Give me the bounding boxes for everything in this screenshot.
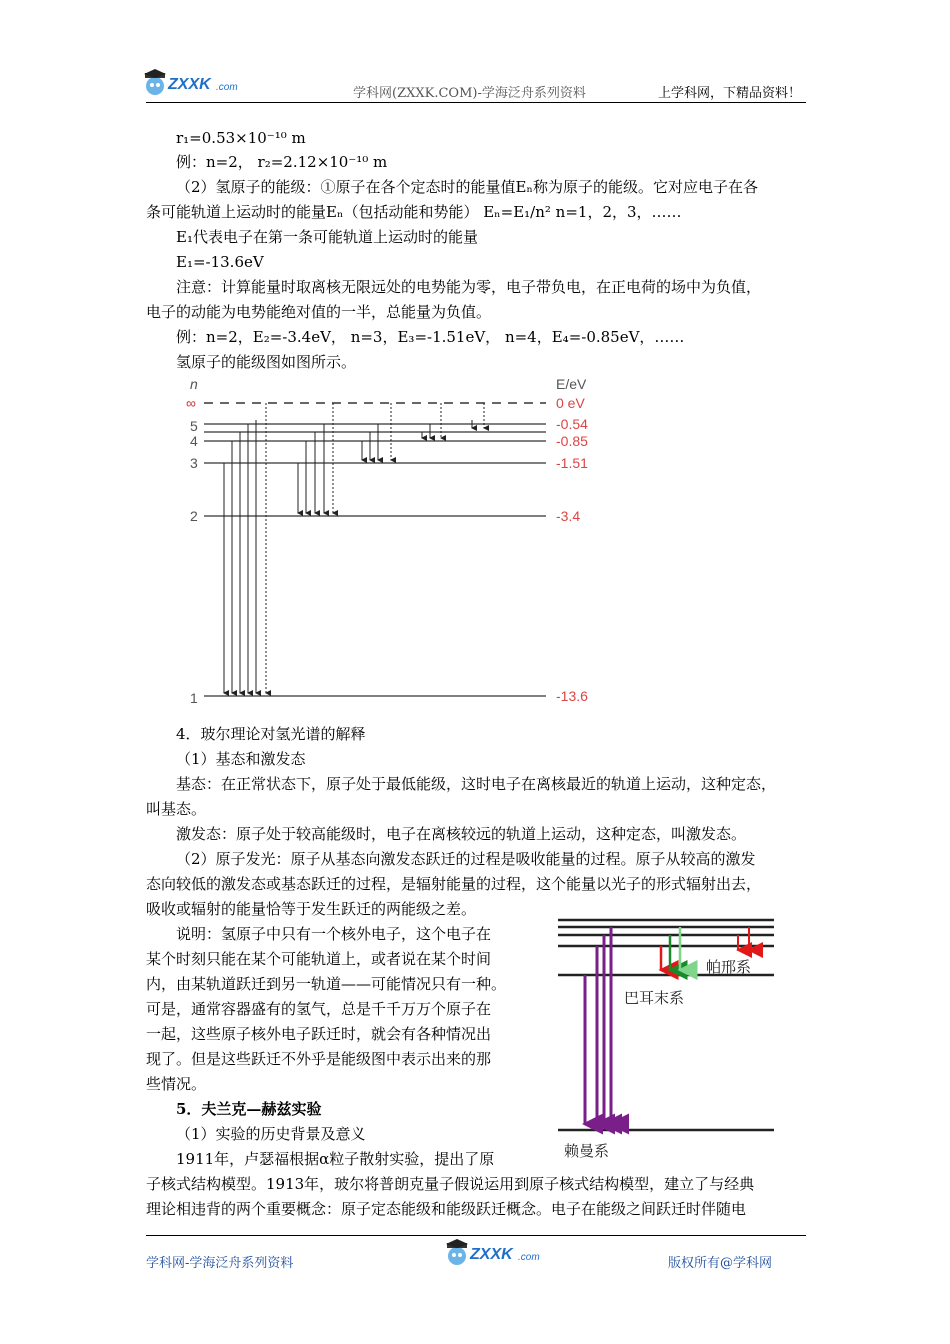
level-energy-label: 0 eV <box>556 395 585 411</box>
level-n-label: 4 <box>190 433 198 449</box>
lyman-transitions <box>224 403 266 693</box>
text-line: 注意：计算能量时取离核无限远处的电势能为零，电子带负电，在正电荷的场中为负值， <box>176 278 762 296</box>
text-line: r₁=0.53×10⁻¹⁰ m <box>176 129 306 147</box>
text-line: （2）原子发光：原子从基态向激发态跃迁的过程是吸收能量的过程。原子从较高的激发 <box>176 850 756 868</box>
header-center: 学科网(ZXXK.COM)-学海泛舟系列资料 <box>353 86 586 101</box>
level-energy-label: -0.54 <box>556 416 588 432</box>
text-line: E₁=-13.6eV <box>176 253 264 271</box>
level-n-label: 5 <box>190 418 198 434</box>
note-line: 些情况。 <box>146 1075 207 1093</box>
text-line: （2）氢原子的能级：①原子在各个定态时的能量值Eₙ称为原子的能级。它对应电子在各 <box>176 178 758 196</box>
level-n-label: 2 <box>190 508 198 524</box>
spectral-series-diagram <box>556 912 818 1170</box>
logo-text: ZXXK <box>168 76 211 93</box>
text-line: 1911年，卢瑟福根据α粒子散射实验，提出了原 <box>176 1150 495 1168</box>
balmer-transitions <box>298 403 333 513</box>
text-line: 叫基态。 <box>146 800 207 818</box>
balmer-label: 巴耳末系 <box>624 989 685 1007</box>
text-line: 例：n=2， r₂=2.12×10⁻¹⁰ m <box>176 153 388 171</box>
header-rule <box>146 102 806 103</box>
text-line: 吸收或辐射的能量恰等于发生跃迁的两能级之差。 <box>146 900 477 918</box>
n-axis-label: n <box>190 376 198 392</box>
text-line: 理论相违背的两个重要概念：原子定态能级和能级跃迁概念。电子在能级之间跃迁时伴随电 <box>146 1200 747 1218</box>
logo-com: .com <box>216 82 238 93</box>
e-axis-label: E/eV <box>556 376 587 392</box>
logo-text: ZXXK <box>470 1246 513 1263</box>
paschen-label: 帕邢系 <box>706 958 752 976</box>
section5-title: 5．夫兰克—赫兹实验 <box>176 1100 322 1118</box>
level-n-label: 3 <box>190 455 198 471</box>
footer-right: 版权所有@学科网 <box>668 1256 773 1271</box>
level-n-label: 1 <box>190 690 198 706</box>
level-energy-label: -1.51 <box>556 455 588 471</box>
level-energy-label: -13.6 <box>556 688 588 704</box>
text-line: 氢原子的能级图如图所示。 <box>176 353 357 371</box>
level-n-label: ∞ <box>186 395 196 411</box>
text-line: 子核式结构模型。1913年，玻尔将普朗克量子假说运用到原子核式结构模型，建立了与经典 <box>146 1175 755 1193</box>
level-energy-label: -3.4 <box>556 508 581 524</box>
text-line: 电子的动能为电势能绝对值的一半，总能量为负值。 <box>146 303 492 321</box>
section5-sub1: （1）实验的历史背景及意义 <box>176 1125 366 1143</box>
level-energy-label: -0.85 <box>556 433 588 449</box>
mascot-icon <box>442 1238 472 1268</box>
section4-sub1: （1）基态和激发态 <box>176 750 306 768</box>
note-line: 一起，这些原子核外电子跃迁时，就会有各种情况出 <box>146 1025 492 1043</box>
brackett-transitions <box>422 403 441 438</box>
note-line: 现了。但是这些跃迁不外乎是能级图中表示出来的那 <box>146 1050 492 1068</box>
note-line: 某个时刻只能在某个可能轨道上，或者说在某个时间 <box>146 950 492 968</box>
text-line: E₁代表电子在第一条可能轨道上运动时的能量 <box>176 228 478 246</box>
lyman-label: 赖曼系 <box>564 1142 610 1160</box>
mascot-icon <box>140 68 170 98</box>
text-line: 例：n=2，E₂=-3.4eV， n=3，E₃=-1.51eV， n=4，E₄=-0.85eV，…… <box>176 328 685 346</box>
header-right: 上学科网，下精品资料！ <box>658 86 802 101</box>
note-line: 说明：氢原子中只有一个核外电子，这个电子在 <box>176 925 492 943</box>
note-line: 内，由某轨道跃迁到另一轨道——可能情况只有一种。 <box>146 975 507 993</box>
footer-left: 学科网-学海泛舟系列资料 <box>146 1256 294 1271</box>
header-logo <box>140 66 250 100</box>
footer-logo <box>442 1236 552 1270</box>
energy-level-diagram <box>176 373 606 713</box>
series-levels <box>558 920 774 1130</box>
text-line: 激发态：原子处于较高能级时，电子在离核较远的轨道上运动，这种定态，叫激发态。 <box>176 825 747 843</box>
text-line: 态向较低的激发态或基态跃迁的过程，是辐射能量的过程，这个能量以光子的形式辐射出去， <box>146 875 762 893</box>
section4-title: 4．玻尔理论对氢光谱的解释 <box>176 725 366 743</box>
lyman-arrows <box>585 927 611 1124</box>
note-line: 可是，通常容器盛有的氢气，总是千千万万个原子在 <box>146 1000 492 1018</box>
text-line: 条可能轨道上运动时的能量Eₙ（包括动能和势能） Eₙ=E₁/n² n=1，2，3，…… <box>146 203 682 221</box>
text-line: 基态：在正常状态下，原子处于最低能级，这时电子在离核最近的轨道上运动，这种定态， <box>176 775 777 793</box>
logo-com: .com <box>518 1252 540 1263</box>
